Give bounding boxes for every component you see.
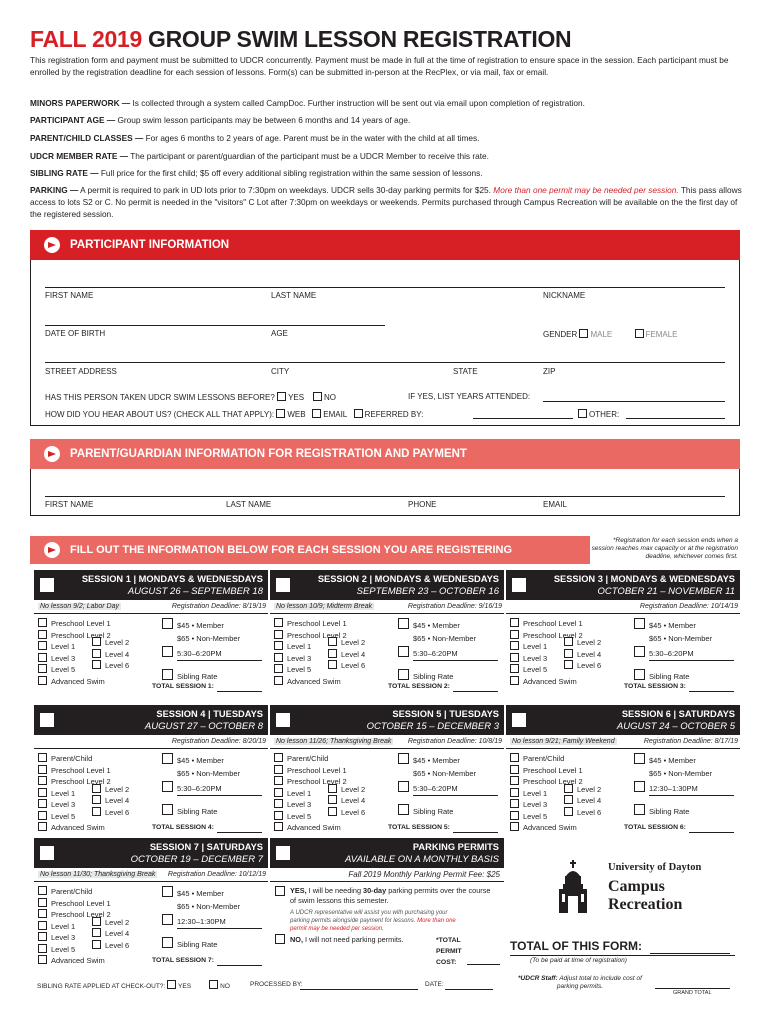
level-option[interactable]: Parent/Child [274,753,328,763]
sessions-note: *Registration for each session ends when a session reaches max capacity or at the registration deadline, whichever comes first. [591,537,738,560]
nickname-label: NICKNAME [543,291,586,300]
registration-deadline: Registration Deadline: 9/16/19 [407,603,502,610]
permits-checkbox[interactable] [276,846,290,860]
level-option[interactable]: Preschool Level 1 [38,765,111,775]
session-total-label: TOTAL SESSION 7: [152,957,214,964]
years-label: IF YES, LIST YEARS ATTENDED: [408,392,531,401]
level-option[interactable]: Parent/Child [38,753,92,763]
logo-university: University of Dayton [608,862,702,873]
title-text: GROUP SWIM LESSON REGISTRATION [148,26,572,52]
level-option[interactable]: Preschool Level 1 [510,618,583,628]
level-option[interactable]: Level 1 [38,788,75,798]
level-option[interactable]: Preschool Level 2 [510,630,583,640]
grand-total-line[interactable] [650,953,730,954]
rate-options[interactable]: $45 • Member $65 • Non-Member [162,753,240,779]
page-title [30,26,571,53]
level-option[interactable]: Level 5 [274,664,311,674]
level-option[interactable]: Level 3 [38,932,75,942]
level-option[interactable]: Preschool Level 2 [38,909,111,919]
no-lesson-note: No lesson 11/26; Thanksgiving Break [276,738,392,745]
male-checkbox[interactable] [579,329,588,338]
time-option[interactable]: 5:30–6:20PM [398,781,458,793]
level-option[interactable]: Preschool Level 1 [274,618,347,628]
intro-text: This registration form and payment must be submitted to UDCR concurrently. Payment must be made in full at the time of registration to ensure space in the session. Each participant must be enrolled by the registration deadline for each session of lessons. Form(s) can be submitted in-person at the RecPlex, or via mail, fax or email. [30,55,729,77]
parent-header: PARENT/GUARDIAN INFORMATION FOR REGISTRATION AND PAYMENT [30,439,740,469]
time-option[interactable]: 12:30–1:30PM [634,781,698,793]
level-option[interactable]: Level 1 [510,788,547,798]
logo-recreation: Recreation [608,896,683,913]
sibling-rate-option[interactable]: Sibling Rate [162,804,217,816]
name-line[interactable] [45,287,725,288]
email-checkbox[interactable] [312,409,321,418]
staff-note: *UDCR Staff: Adjust total to include cost of parking permits. [518,975,642,990]
level-option[interactable]: Level 1 [38,641,75,651]
permit-total-line[interactable] [467,964,500,965]
session-3: SESSION 3 | MONDAYS & WEDNESDAYS OCTOBER 21 – NOVEMBER 11 Registration Deadline: 10/14/19 Preschool Level 1 Preschool Level 2 Level 1 Level 2 Level 3 Level 4 Level 5 Level 6 Advanced Swim $45 • Member $65 • Non-Member 5:30–6:20PM Sibling Rate TOTAL SESSION 3: [506,570,740,724]
sib-no-checkbox[interactable] [209,980,218,989]
session-total-line[interactable] [689,691,734,692]
level-option[interactable]: Advanced Swim [38,676,105,686]
logo-campus: Campus [608,878,665,895]
level-option[interactable]: Level 5 [510,811,547,821]
rate-options[interactable]: $45 • Member $65 • Non-Member [634,753,712,779]
level-option[interactable]: Level 4 [564,795,601,805]
level-option[interactable]: Preschool Level 1 [510,765,583,775]
level-option[interactable]: Preschool Level 1 [38,898,111,908]
grand-total-caption: GRAND TOTAL [673,990,712,996]
hear-about-question: HOW DID YOU HEAR ABOUT US? (CHECK ALL THAT APPLY): WEB EMAIL REFERRED BY: [45,410,424,419]
level-option[interactable]: Preschool Level 2 [510,776,583,786]
level-option[interactable]: Preschool Level 2 [38,630,111,640]
level-option[interactable]: Preschool Level 2 [38,776,111,786]
session-total-line[interactable] [453,832,498,833]
level-option[interactable]: Level 3 [510,653,547,663]
para-parking: PARKING — A permit is required to park in UD lots prior to 7:30pm on weekdays. UDCR sells 30-day parking permits for $25. More than one permit may be needed per session. This pass allows access to lots S2 or C. No permit is needed in the "visitors" C Lot after 7:30pm on weekdays or weekends. Permits purchased through Campus Recreation will be available on the the first day of the registered session. [30,185,742,219]
level-option[interactable]: Level 2 [92,784,129,794]
grand-total-final-line[interactable] [655,988,730,989]
first-name-label: FIRST NAME [45,291,94,300]
chapel-icon [548,858,598,916]
session-total-label: TOTAL SESSION 4: [152,824,214,831]
participant-header: PARTICIPANT INFORMATION [30,230,740,260]
session-6: SESSION 6 | SATURDAYS AUGUST 24 – OCTOBER 5 No lesson 9/21; Family Weekend Registration Deadline: 8/17/19 Parent/Child Preschool Level 1 Preschool Level 2 Level 1 Level 2 Level 3 Level 4 Level 5 Level 6 Advanced Swim $45 • Member $65 • Non-Member 12:30–1:30PM Sibling Rate TOTAL SESSION 6: [506,705,740,859]
registration-deadline: Registration Deadline: 8/17/19 [643,738,738,745]
level-option[interactable]: Parent/Child [38,886,92,896]
registration-deadline: Registration Deadline: 10/12/19 [167,871,266,878]
session-total-line[interactable] [217,691,262,692]
permit-no-checkbox[interactable] [275,934,285,944]
level-option[interactable]: Level 3 [38,799,75,809]
level-option[interactable]: Level 5 [38,664,75,674]
level-option[interactable]: Level 4 [564,649,601,659]
level-option[interactable]: Level 2 [328,637,365,647]
level-option[interactable]: Level 5 [38,944,75,954]
rate-options[interactable]: $45 • Member $65 • Non-Member [162,886,240,912]
time-option[interactable]: 5:30–6:20PM [162,646,222,658]
level-option[interactable]: Advanced Swim [274,676,341,686]
para-minors: MINORS PAPERWORK — Is collected through a system called CampDoc. Further instruction will be sent out via email upon completion of registration. [30,98,585,108]
para-member: UDCR MEMBER RATE — The participant or parent/guardian of the participant must be a UDCR Member to receive this rate. [30,151,489,161]
age-label: AGE [271,329,288,338]
permit-fee: Fall 2019 Monthly Parking Permit Fee: $25 [348,870,500,879]
level-option[interactable]: Advanced Swim [510,676,577,686]
referred-checkbox[interactable] [354,409,363,418]
session-select-checkbox[interactable] [40,578,54,592]
other-checkbox[interactable] [578,409,587,418]
sibling-rate-option[interactable]: Sibling Rate [634,804,689,816]
registration-deadline: Registration Deadline: 8/20/19 [171,738,266,745]
level-option[interactable]: Level 2 [564,784,601,794]
session-2: SESSION 2 | MONDAYS & WEDNESDAYS SEPTEMBER 23 – OCTOBER 16 No lesson 10/9; Midterm Break Registration Deadline: 9/16/19 Preschool Level 1 Preschool Level 2 Level 1 Level 2 Level 3 Level 4 Level 5 Level 6 Advanced Swim $45 • Member $65 • Non-Member 5:30–6:20PM Sibling Rate TOTAL SESSION 2: [270,570,504,724]
session-total-label: TOTAL SESSION 5: [388,824,450,831]
session-total-line[interactable] [217,965,262,966]
para-parent-child: PARENT/CHILD CLASSES — For ages 6 months to 2 years of age. Parent must be in the water with the child at all times. [30,133,480,143]
session-select-checkbox[interactable] [276,713,290,727]
gender-field: GENDER MALE FEMALE [543,330,678,339]
session-total-line[interactable] [453,691,498,692]
time-option[interactable]: 5:30–6:20PM [398,646,458,658]
arrow-right-icon [44,237,60,253]
time-option[interactable]: 5:30–6:20PM [162,781,222,793]
level-option[interactable]: Level 5 [274,811,311,821]
date-line[interactable] [445,989,493,990]
session-total-label: TOTAL SESSION 2: [388,683,450,690]
session-total-label: TOTAL SESSION 1: [152,683,214,690]
session-7: SESSION 7 | SATURDAYS OCTOBER 19 – DECEMBER 7 No lesson 11/30; Thanksgiving Break Registration Deadline: 10/12/19 Parent/Child Preschool Level 1 Preschool Level 2 Level 1 Level 2 Level 3 Level 4 Level 5 Level 6 Advanced Swim $45 • Member $65 • Non-Member 12:30–1:30PM Sibling Rate TOTAL SESSION 7: [34,838,268,992]
level-option[interactable]: Level 2 [564,637,601,647]
no-lesson-note: No lesson 10/9; Midterm Break [276,603,373,610]
no-lesson-note: No lesson 9/2; Labor Day [40,603,119,610]
level-option[interactable]: Level 5 [510,664,547,674]
permit-yes-text: YES, I will be needing 30-day parking permits over the course of swim lessons this semester. [290,886,491,905]
state-label: STATE [453,367,478,376]
time-option[interactable]: 12:30–1:30PM [162,914,226,926]
sibling-checkout-row: SIBLING RATE APPLIED AT CHECK-OUT?: YES NO [37,980,230,990]
address-line[interactable] [45,362,725,363]
level-option[interactable]: Level 6 [328,660,365,670]
level-option[interactable]: Level 6 [564,660,601,670]
session-5: SESSION 5 | TUESDAYS OCTOBER 15 – DECEMBER 3 No lesson 11/26; Thanksgiving Break Registration Deadline: 10/8/19 Parent/Child Preschool Level 1 Preschool Level 2 Level 1 Level 2 Level 3 Level 4 Level 5 Level 6 Advanced Swim $45 • Member $65 • Non-Member 5:30–6:20PM Sibling Rate TOTAL SESSION 5: [270,705,504,859]
level-option[interactable]: Advanced Swim [38,955,105,965]
zip-label: ZIP [543,367,556,376]
title-year: FALL 2019 [30,26,142,52]
level-option[interactable]: Level 6 [328,807,365,817]
level-option[interactable]: Preschool Level 2 [274,776,347,786]
level-option[interactable]: Level 4 [328,649,365,659]
level-option[interactable]: Advanced Swim [274,822,341,832]
session-total-line[interactable] [689,832,734,833]
sibling-rate-option[interactable]: Sibling Rate [162,937,217,949]
no-lesson-note: No lesson 11/30; Thanksgiving Break [40,871,156,878]
level-option[interactable]: Level 5 [38,811,75,821]
registration-deadline: Registration Deadline: 8/19/19 [171,603,266,610]
level-option[interactable]: Level 2 [92,637,129,647]
prior-lessons-question: HAS THIS PERSON TAKEN UDCR SWIM LESSONS BEFORE? YES NO [45,393,336,402]
registration-deadline: Registration Deadline: 10/14/19 [639,603,738,610]
session-total-line[interactable] [217,832,262,833]
parent-line[interactable] [45,496,725,497]
session-4: SESSION 4 | TUESDAYS AUGUST 27 – OCTOBER 8 Registration Deadline: 8/20/19 Parent/Child Preschool Level 1 Preschool Level 2 Level 1 Level 2 Level 3 Level 4 Level 5 Level 6 Advanced Swim $45 • Member $65 • Non-Member 5:30–6:20PM Sibling Rate TOTAL SESSION 4: [34,705,268,859]
level-option[interactable]: Level 3 [274,799,311,809]
level-option[interactable]: Preschool Level 2 [274,630,347,640]
date-label: DATE: [425,981,444,988]
arrow-right-icon [44,542,60,558]
parent-last-label: LAST NAME [226,500,272,509]
processed-by-label: PROCESSED BY: [250,981,303,988]
level-option[interactable]: Level 2 [328,784,365,794]
level-option[interactable]: Level 4 [328,795,365,805]
parent-phone-label: PHONE [408,500,437,509]
paid-note: (To be paid at time of registration) [530,957,627,964]
level-option[interactable]: Level 6 [564,807,601,817]
web-checkbox[interactable] [276,409,285,418]
prior-no-checkbox[interactable] [313,392,322,401]
level-option[interactable]: Level 1 [510,641,547,651]
sibling-rate-option[interactable]: Sibling Rate [634,669,689,681]
level-option[interactable]: Level 1 [274,788,311,798]
arrow-right-icon [44,446,60,462]
level-option[interactable]: Level 1 [38,921,75,931]
level-option[interactable]: Advanced Swim [38,822,105,832]
rate-options[interactable]: $45 • Member $65 • Non-Member [398,753,476,779]
level-option[interactable]: Preschool Level 1 [38,618,111,628]
permits-panel: PARKING PERMITS AVAILABLE ON A MONTHLY BASIS Fall 2019 Monthly Parking Permit Fee: $25 YES, I will be needing 30-day parking permits over the course of swim lessons this semester. A UDCR representative will assist you with purchasing your parking permits alongside payment for lessons. More than one permit may be needed per session. NO, I will not need parking permits. *TOTAL PERMIT COST: [270,838,504,982]
sibling-rate-option[interactable]: Sibling Rate [398,804,453,816]
level-option[interactable]: Level 3 [274,653,311,663]
level-option[interactable]: Level 3 [510,799,547,809]
last-name-label: LAST NAME [271,291,317,300]
sibling-rate-option[interactable]: Sibling Rate [162,669,217,681]
level-option[interactable]: Level 6 [92,807,129,817]
session-select-checkbox[interactable] [512,713,526,727]
para-age: PARTICIPANT AGE — Group swim lesson participants may be between 6 months and 14 years of age. [30,115,411,125]
prior-yes-checkbox[interactable] [277,392,286,401]
female-checkbox[interactable] [635,329,644,338]
level-option[interactable]: Level 1 [274,641,311,651]
session-1: SESSION 1 | MONDAYS & WEDNESDAYS AUGUST 26 – SEPTEMBER 18 No lesson 9/2; Labor Day Registration Deadline: 8/19/19 Preschool Level 1 Preschool Level 2 Level 1 Level 2 Level 3 Level 4 Level 5 Level 6 Advanced Swim $45 • Member $65 • Non-Member 5:30–6:20PM Sibling Rate TOTAL SESSION 1: [34,570,268,724]
level-option[interactable]: Preschool Level 1 [274,765,347,775]
other-field: OTHER: [578,409,619,419]
session-total-label: TOTAL SESSION 6: [624,824,686,831]
referred-line[interactable] [473,418,573,419]
parent-box [30,469,740,516]
dob-label: DATE OF BIRTH [45,329,106,338]
sibling-rate-option[interactable]: Sibling Rate [398,669,453,681]
level-option[interactable]: Level 4 [92,928,129,938]
years-line[interactable] [543,401,725,402]
level-option[interactable]: Parent/Child [510,753,564,763]
session-select-checkbox[interactable] [40,713,54,727]
rate-options[interactable]: $45 • Member $65 • Non-Member [162,618,240,644]
no-lesson-note: No lesson 9/21; Family Weekend [512,738,615,745]
parent-first-label: FIRST NAME [45,500,94,509]
session-total-label: TOTAL SESSION 3: [624,683,686,690]
rate-options[interactable]: $45 • Member $65 • Non-Member [634,618,712,644]
participant-box [30,260,740,426]
street-label: STREET ADDRESS [45,367,117,376]
level-option[interactable]: Level 4 [92,795,129,805]
grand-total-label: TOTAL OF THIS FORM: [510,939,642,953]
session-select-checkbox[interactable] [512,578,526,592]
dob-line[interactable] [45,325,385,326]
registration-deadline: Registration Deadline: 10/8/19 [407,738,502,745]
rate-options[interactable]: $45 • Member $65 • Non-Member [398,618,476,644]
permit-total-label: *TOTAL PERMIT COST: [436,937,462,966]
session-select-checkbox[interactable] [276,578,290,592]
other-line[interactable] [626,418,725,419]
parent-email-label: EMAIL [543,500,568,509]
level-option[interactable]: Advanced Swim [510,822,577,832]
level-option[interactable]: Level 3 [38,653,75,663]
para-sibling: SIBLING RATE — Full price for the first child; $5 off every additional sibling registration within the same session of lessons. [30,168,483,178]
city-label: CITY [271,367,290,376]
processed-by-line[interactable] [300,989,418,990]
permit-no-text: NO, I will not need parking permits. [290,935,404,944]
sib-yes-checkbox[interactable] [167,980,176,989]
level-option[interactable]: Level 6 [92,660,129,670]
level-option[interactable]: Level 6 [92,940,129,950]
sessions-header: FILL OUT THE INFORMATION BELOW FOR EACH SESSION YOU ARE REGISTERING [30,536,590,564]
level-option[interactable]: Level 4 [92,649,129,659]
permit-yes-checkbox[interactable] [275,886,285,896]
session-select-checkbox[interactable] [40,846,54,860]
ud-campus-rec-logo [548,858,738,918]
time-option[interactable]: 5:30–6:20PM [634,646,694,658]
level-option[interactable]: Level 2 [92,917,129,927]
